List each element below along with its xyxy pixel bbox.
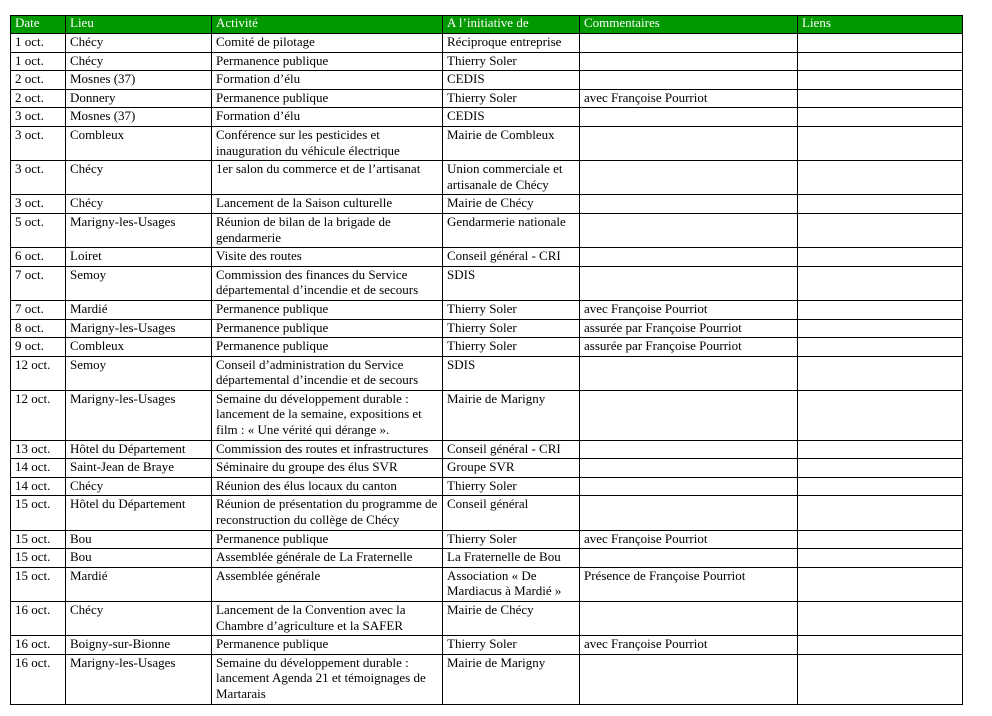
table-cell: 1 oct. [11,34,66,53]
table-row [11,300,963,319]
table-cell: 6 oct. [11,248,66,267]
table-cell: Formation d’élu [212,71,443,90]
table-row [11,89,963,108]
table-cell: Réciproque entreprise [443,34,580,53]
table-cell [798,636,963,655]
table-cell: 3 oct. [11,161,66,195]
table-cell [580,496,798,530]
table-cell: Mairie de Marigny [443,390,580,440]
table-cell: 16 oct. [11,602,66,636]
table-cell: Réunion des élus locaux du canton [212,477,443,496]
table-cell: Mosnes (37) [66,71,212,90]
table-cell: Visite des routes [212,248,443,267]
table-cell [798,195,963,214]
table-cell [798,161,963,195]
table-cell: Chécy [66,161,212,195]
table-cell: Commission des routes et infrastructures [212,440,443,459]
table-cell [798,319,963,338]
table-cell: Marigny-les-Usages [66,213,212,247]
table-cell [798,602,963,636]
table-cell [798,213,963,247]
table-cell: Thierry Soler [443,530,580,549]
table-cell: 3 oct. [11,108,66,127]
table-cell: Bou [66,549,212,568]
table-cell: Marigny-les-Usages [66,654,212,704]
table-row [11,319,963,338]
table-row [11,71,963,90]
table-cell: Réunion de présentation du programme de reconstruction du collège de Chécy [212,496,443,530]
table-cell: Mosnes (37) [66,108,212,127]
table-cell: Présence de Françoise Pourriot [580,567,798,601]
table-cell: Chécy [66,477,212,496]
table-cell: assurée par Françoise Pourriot [580,338,798,357]
table-cell [580,161,798,195]
table-cell [580,440,798,459]
table-cell [580,213,798,247]
table-cell: 7 oct. [11,300,66,319]
table-cell: 1 oct. [11,52,66,71]
table-row [11,213,963,247]
table-cell [798,477,963,496]
table-cell: Thierry Soler [443,300,580,319]
table-cell: Assemblée générale [212,567,443,601]
table-cell: Hôtel du Département [66,496,212,530]
table-cell: Chécy [66,34,212,53]
table-cell: Thierry Soler [443,636,580,655]
table-cell [798,52,963,71]
table-cell: Séminaire du groupe des élus SVR [212,459,443,478]
table-cell [798,248,963,267]
table-cell: Bou [66,530,212,549]
table-cell: avec Françoise Pourriot [580,89,798,108]
table-cell [798,338,963,357]
table-row [11,34,963,53]
column-header-commentaires: Commentaires [580,16,798,34]
table-row [11,161,963,195]
table-cell [798,108,963,127]
table-cell [580,108,798,127]
table-cell [580,52,798,71]
table-cell: Association « De Mardiacus à Mardié » [443,567,580,601]
table-cell: Permanence publique [212,636,443,655]
table-cell: Mardié [66,567,212,601]
table-cell: Chécy [66,602,212,636]
table-cell: Mairie de Chécy [443,602,580,636]
table-cell: Comité de pilotage [212,34,443,53]
table-row [11,126,963,160]
table-cell: Lancement de la Saison culturelle [212,195,443,214]
table-cell: 8 oct. [11,319,66,338]
table-row [11,654,963,704]
column-header-activite: Activité [212,16,443,34]
table-cell: Lancement de la Convention avec la Chambre d’agriculture et la SAFER [212,602,443,636]
document-page [0,15,992,716]
table-cell [580,602,798,636]
table-cell [580,195,798,214]
table-cell: 12 oct. [11,390,66,440]
column-header-date: Date [11,16,66,34]
table-cell: Mairie de Chécy [443,195,580,214]
table-cell: 16 oct. [11,636,66,655]
table-cell: 3 oct. [11,195,66,214]
table-cell: Marigny-les-Usages [66,319,212,338]
table-cell: avec Françoise Pourriot [580,300,798,319]
table-header-row [11,16,963,34]
table-cell: Gendarmerie nationale [443,213,580,247]
table-cell: Permanence publique [212,319,443,338]
table-cell: Permanence publique [212,530,443,549]
table-cell: 2 oct. [11,89,66,108]
table-cell [580,126,798,160]
table-row [11,52,963,71]
table-cell: 16 oct. [11,654,66,704]
table-cell [580,654,798,704]
table-cell: Mardié [66,300,212,319]
table-row [11,636,963,655]
table-cell [798,266,963,300]
column-header-liens: Liens [798,16,963,34]
table-cell: 9 oct. [11,338,66,357]
table-cell: Semoy [66,266,212,300]
table-cell [798,390,963,440]
table-cell: Conférence sur les pesticides et inauguration du véhicule électrique [212,126,443,160]
table-cell: CEDIS [443,71,580,90]
table-cell: 2 oct. [11,71,66,90]
table-cell: Conseil d’administration du Service départemental d’incendie et de secours [212,356,443,390]
table-cell: Conseil général [443,496,580,530]
table-cell [798,126,963,160]
table-cell [798,440,963,459]
table-cell: 5 oct. [11,213,66,247]
table-cell [580,248,798,267]
table-cell: Union commerciale et artisanale de Chécy [443,161,580,195]
table-cell: Marigny-les-Usages [66,390,212,440]
table-cell: Groupe SVR [443,459,580,478]
column-header-lieu: Lieu [66,16,212,34]
table-cell: Mairie de Combleux [443,126,580,160]
table-cell: 7 oct. [11,266,66,300]
table-row [11,356,963,390]
table-cell: Thierry Soler [443,319,580,338]
table-cell: Loiret [66,248,212,267]
table-cell: CEDIS [443,108,580,127]
table-cell: Semaine du développement durable : lancement Agenda 21 et témoignages de Martarais [212,654,443,704]
table-cell: 3 oct. [11,126,66,160]
table-cell: Combleux [66,126,212,160]
table-cell [580,459,798,478]
table-cell: 15 oct. [11,530,66,549]
table-row [11,390,963,440]
table-cell: Conseil général - CRI [443,248,580,267]
table-cell [798,567,963,601]
table-row [11,459,963,478]
table-cell: Semaine du développement durable : lancement de la semaine, expositions et film : « Une vérité qui dérange ». [212,390,443,440]
table-cell: Thierry Soler [443,89,580,108]
table-row [11,477,963,496]
table-cell: Semoy [66,356,212,390]
table-cell: avec Françoise Pourriot [580,530,798,549]
table-cell [798,496,963,530]
table-cell: Permanence publique [212,338,443,357]
table-cell: SDIS [443,266,580,300]
table-cell [798,34,963,53]
table-cell: 12 oct. [11,356,66,390]
table-cell: Combleux [66,338,212,357]
table-cell [580,34,798,53]
table-cell [798,459,963,478]
table-row [11,567,963,601]
table-cell: La Fraternelle de Bou [443,549,580,568]
table-cell: Formation d’élu [212,108,443,127]
column-header-initiative: A l’initiative de [443,16,580,34]
table-cell: Boigny-sur-Bionne [66,636,212,655]
table-cell [580,266,798,300]
table-row [11,496,963,530]
table-cell: Thierry Soler [443,52,580,71]
table-cell: Commission des finances du Service départemental d’incendie et de secours [212,266,443,300]
table-cell [798,89,963,108]
table-cell: Réunion de bilan de la brigade de gendarmerie [212,213,443,247]
table-cell [798,356,963,390]
table-row [11,266,963,300]
table-row [11,549,963,568]
table-row [11,602,963,636]
table-cell: 15 oct. [11,549,66,568]
table-cell [580,477,798,496]
table-cell [798,654,963,704]
table-cell: Chécy [66,195,212,214]
table-cell: SDIS [443,356,580,390]
table-cell: 15 oct. [11,496,66,530]
table-cell: Permanence publique [212,89,443,108]
table-cell [798,530,963,549]
table-cell: assurée par Françoise Pourriot [580,319,798,338]
table-cell: Thierry Soler [443,477,580,496]
table-cell [580,390,798,440]
activities-table [10,15,963,705]
table-cell: Thierry Soler [443,338,580,357]
table-cell: Chécy [66,52,212,71]
table-row [11,440,963,459]
table-cell: Saint-Jean de Braye [66,459,212,478]
table-cell: 14 oct. [11,459,66,478]
table-row [11,108,963,127]
table-cell [798,71,963,90]
table-cell [580,71,798,90]
table-cell: avec Françoise Pourriot [580,636,798,655]
table-cell: Permanence publique [212,300,443,319]
table-row [11,248,963,267]
table-cell: Conseil général - CRI [443,440,580,459]
table-cell [798,300,963,319]
table-cell: 1er salon du commerce et de l’artisanat [212,161,443,195]
table-cell: Permanence publique [212,52,443,71]
table-cell: Assemblée générale de La Fraternelle [212,549,443,568]
table-cell [798,549,963,568]
table-cell [580,549,798,568]
table-cell: 13 oct. [11,440,66,459]
table-cell: 15 oct. [11,567,66,601]
table-cell: Mairie de Marigny [443,654,580,704]
table-cell: Donnery [66,89,212,108]
table-row [11,530,963,549]
table-row [11,338,963,357]
table-row [11,195,963,214]
table-cell: 14 oct. [11,477,66,496]
table-cell [580,356,798,390]
table-body [11,34,963,705]
table-cell: Hôtel du Département [66,440,212,459]
